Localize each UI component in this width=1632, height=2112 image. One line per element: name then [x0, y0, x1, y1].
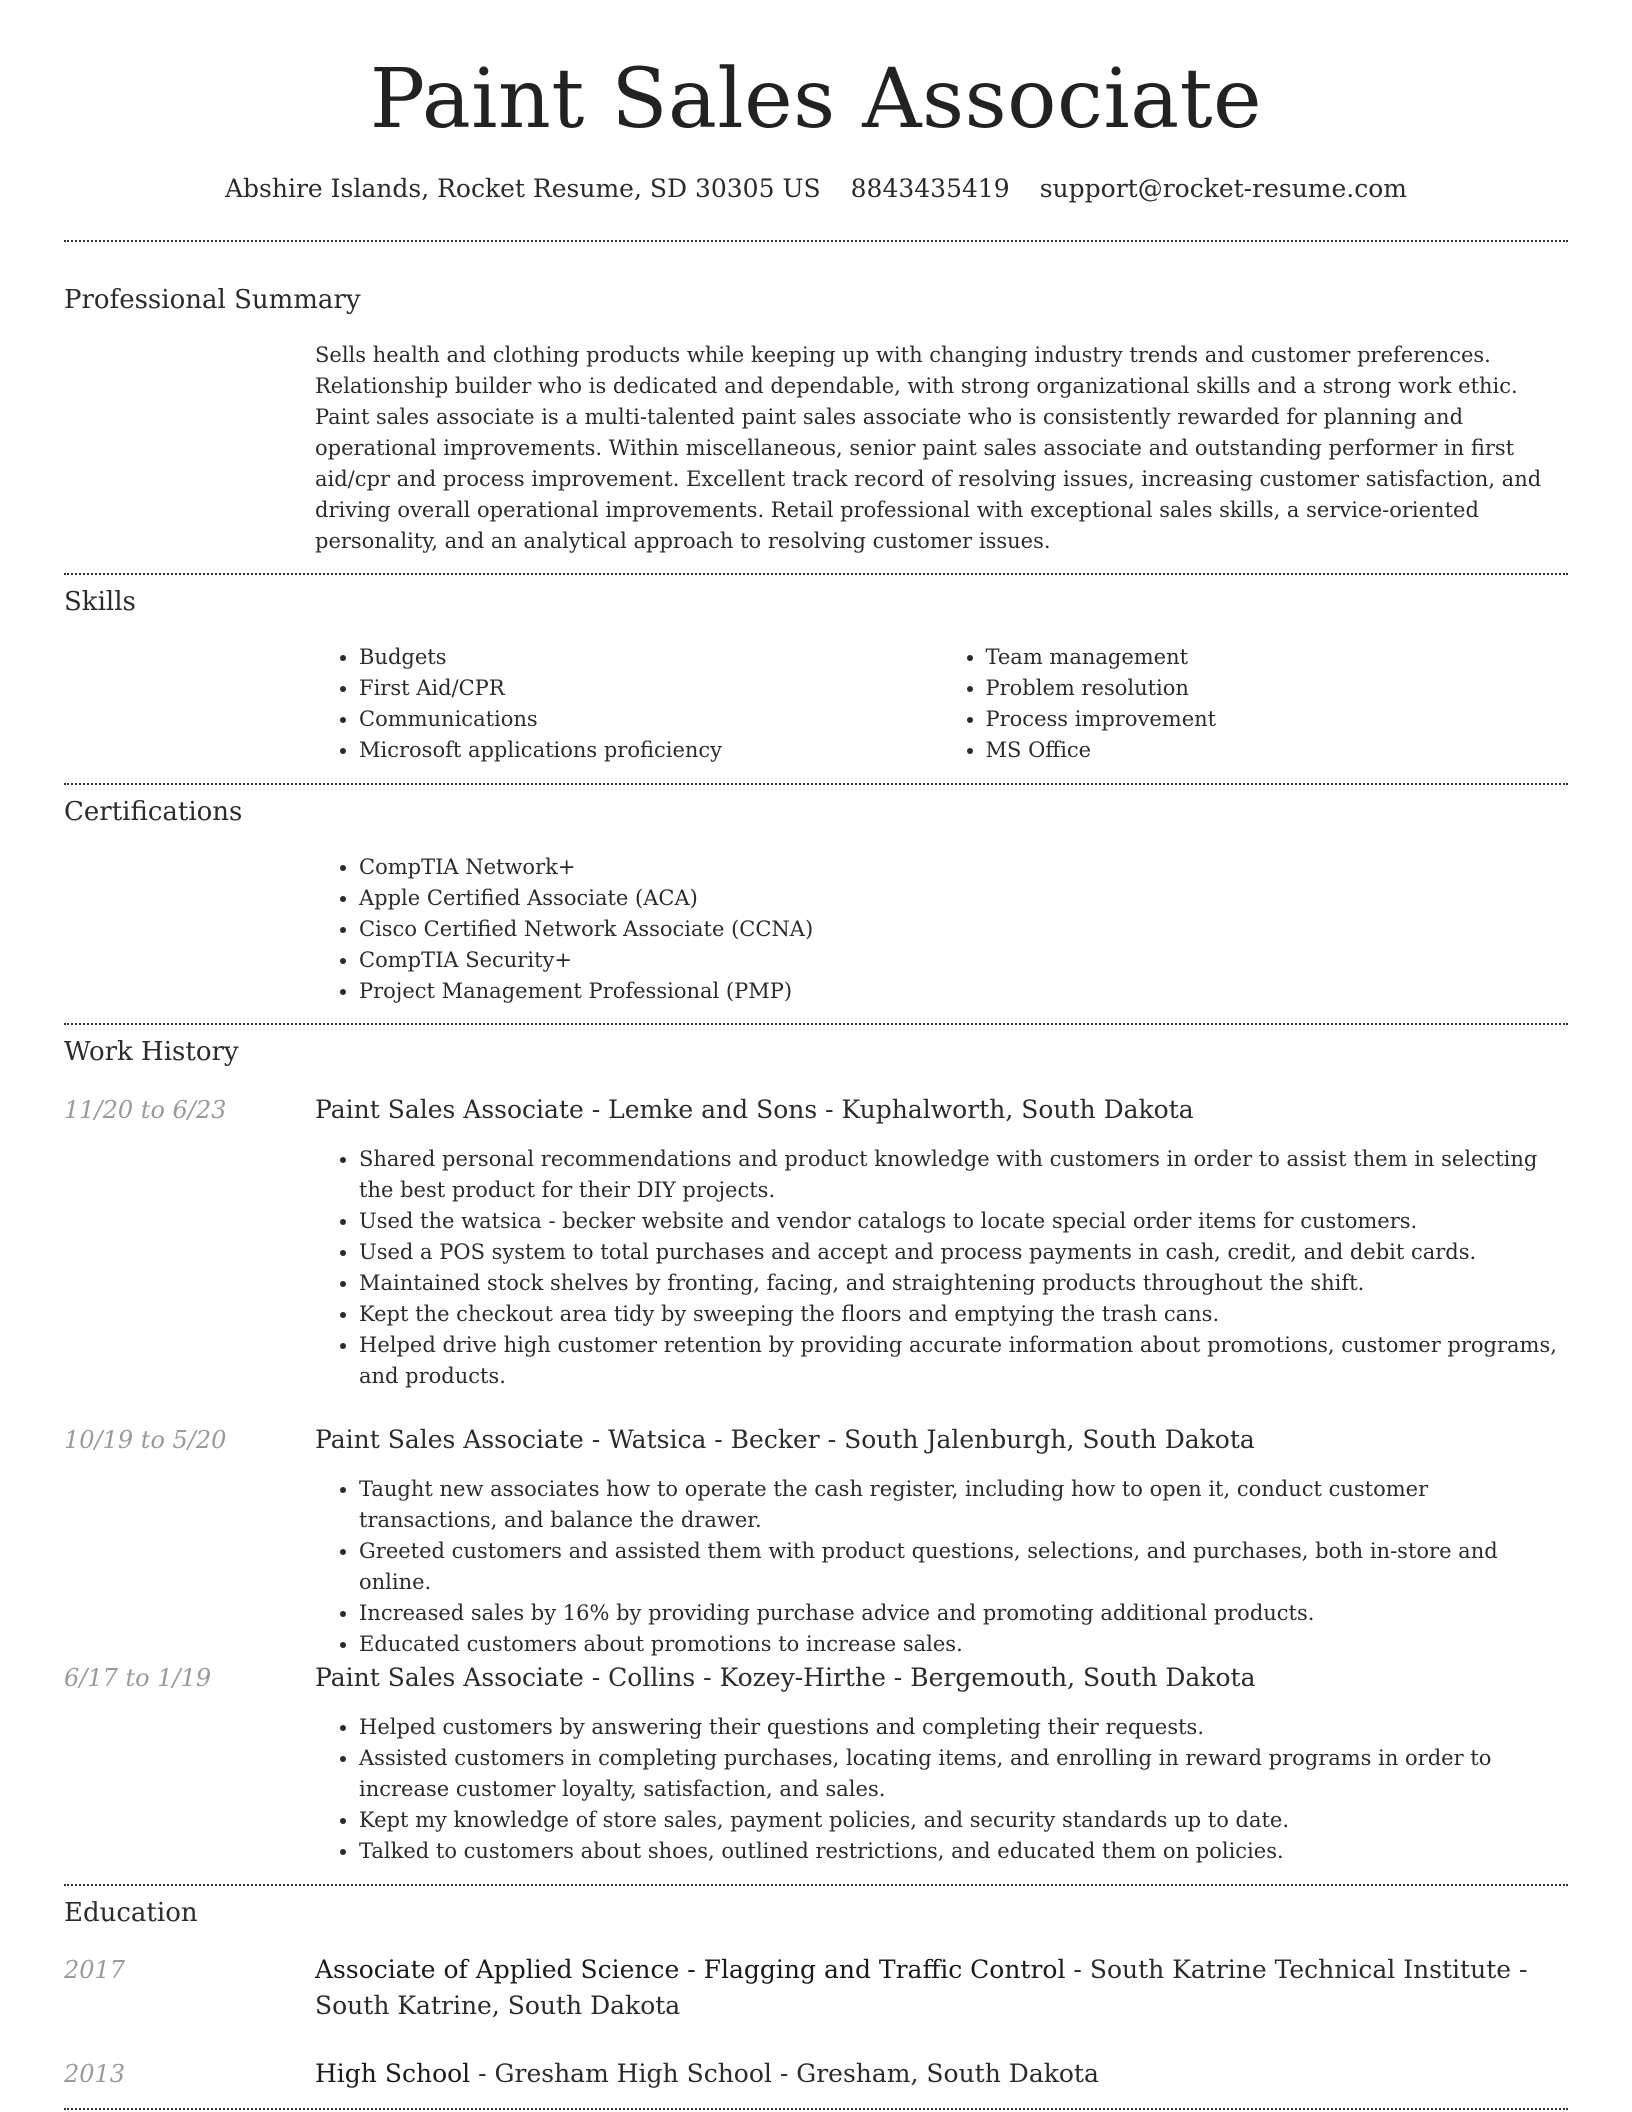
list-item: • Team management — [986, 642, 1569, 673]
list-item: • Greeted customers and assisted them with product questions, selections, and purchases, both in-store and online. — [359, 1536, 1568, 1598]
section-title-work: Work History — [64, 1037, 239, 1067]
education-details: - South Katrine Technical Institute - South Katrine, South Dakota — [315, 1955, 1528, 2020]
list-item: • Budgets — [359, 642, 942, 673]
section-divider — [64, 240, 1568, 242]
list-item: • Microsoft applications proficiency — [359, 735, 942, 766]
job-title: Paint Sales Associate - Collins - Kozey-Hirthe - Bergemouth, South Dakota — [315, 1663, 1256, 1692]
list-item: • Taught new associates how to operate the cash register, including how to open it, conduct customer transactions, and balance the drawer. — [359, 1474, 1568, 1536]
contact-email: support@rocket-resume.com — [1039, 174, 1408, 203]
list-item: • Apple Certified Associate (ACA) — [359, 883, 1568, 914]
list-item: • Project Management Professional (PMP) — [359, 976, 1568, 1007]
contact-phone: 8843435419 — [850, 174, 1010, 203]
job-dates: 10/19 to 5/20 — [64, 1426, 227, 1454]
list-item: • Helped customers by answering their questions and completing their requests. — [359, 1712, 1568, 1743]
list-item: • First Aid/CPR — [359, 673, 942, 704]
job-bullets — [315, 1144, 1568, 1392]
summary-text: Sells health and clothing products while keeping up with changing industry trends and customer preferences. Relationship builder who is dedicated and dependable, with strong organizational skills and a strong work ethic. Paint sales associate is a multi-talented paint sales associate who is consistently rewarded for planning and operational improvements. Within miscellaneous, senior paint sales associate and outstanding performer in first aid/cpr and process improvement. Excellent track record of resolving issues, increasing customer satisfaction, and driving overall operational improvements. Retail professional with exceptional sales skills, a service-oriented personality, and an analytical approach to resolving customer issues. — [315, 343, 1542, 553]
education-year: 2013 — [64, 2060, 126, 2088]
section-title-education: Education — [64, 1898, 198, 1928]
job-title: Paint Sales Associate - Lemke and Sons - Kuphalworth, South Dakota — [315, 1095, 1194, 1124]
section-title-certifications: Certifications — [64, 797, 243, 827]
section-divider — [64, 1884, 1568, 1886]
list-item: • Cisco Certified Network Associate (CCNA) — [359, 914, 1568, 945]
section-title-summary: Professional Summary — [64, 285, 361, 315]
skills-grid — [315, 642, 1568, 766]
section-divider — [64, 2108, 1568, 2110]
education-degree: Associate of Applied Science - Flagging and Traffic Control — [315, 1955, 1066, 1984]
education-details: - Gresham High School - Gresham, South Dakota — [470, 2059, 1099, 2088]
contact-line — [64, 172, 1568, 206]
job-dates: 11/20 to 6/23 — [64, 1096, 227, 1124]
list-item: • Helped drive high customer retention by providing accurate information about promotions, customer programs, and products. — [359, 1330, 1568, 1392]
list-item: • Used the watsica - becker website and vendor catalogs to locate special order items for customers. — [359, 1206, 1568, 1237]
list-item: • Communications — [359, 704, 942, 735]
list-item: • Process improvement — [986, 704, 1569, 735]
section-divider — [64, 1023, 1568, 1025]
contact-address: Abshire Islands, Rocket Resume, SD 30305 US — [224, 174, 821, 203]
education-entry — [315, 1952, 1568, 2024]
candidate-name: Paint Sales Associate — [369, 52, 1263, 147]
job-dates: 6/17 to 1/19 — [64, 1664, 212, 1692]
section-divider — [64, 783, 1568, 785]
list-item: • Increased sales by 16% by providing purchase advice and promoting additional products. — [359, 1598, 1568, 1629]
list-item: • MS Office — [986, 735, 1569, 766]
list-item: • Maintained stock shelves by fronting, facing, and straightening products throughout the shift. — [359, 1268, 1568, 1299]
education-degree: High School — [315, 2059, 471, 2088]
list-item: • Talked to customers about shoes, outlined restrictions, and educated them on policies. — [359, 1836, 1568, 1867]
job-bullets — [315, 1474, 1568, 1660]
skills-list-left — [315, 642, 942, 766]
list-item: • CompTIA Security+ — [359, 945, 1568, 976]
list-item: • Kept my knowledge of store sales, payment policies, and security standards up to date. — [359, 1805, 1568, 1836]
section-divider — [64, 573, 1568, 575]
education-entry — [315, 2056, 1568, 2092]
list-item: • Educated customers about promotions to increase sales. — [359, 1629, 1568, 1660]
job-bullets — [315, 1712, 1568, 1867]
list-item: • Shared personal recommendations and product knowledge with customers in order to assist them in selecting the best product for their DIY projects. — [359, 1144, 1568, 1206]
list-item: • Problem resolution — [986, 673, 1569, 704]
list-item: • Assisted customers in completing purchases, locating items, and enrolling in reward programs in order to increase customer loyalty, satisfaction, and sales. — [359, 1743, 1568, 1805]
education-year: 2017 — [64, 1956, 126, 1984]
certifications-list — [315, 852, 1568, 1007]
skills-list-right — [942, 642, 1569, 766]
section-title-skills: Skills — [64, 587, 136, 617]
list-item: • CompTIA Network+ — [359, 852, 1568, 883]
list-item: • Used a POS system to total purchases and accept and process payments in cash, credit, and debit cards. — [359, 1237, 1568, 1268]
job-title: Paint Sales Associate - Watsica - Becker - South Jalenburgh, South Dakota — [315, 1425, 1255, 1454]
list-item: • Kept the checkout area tidy by sweeping the floors and emptying the trash cans. — [359, 1299, 1568, 1330]
